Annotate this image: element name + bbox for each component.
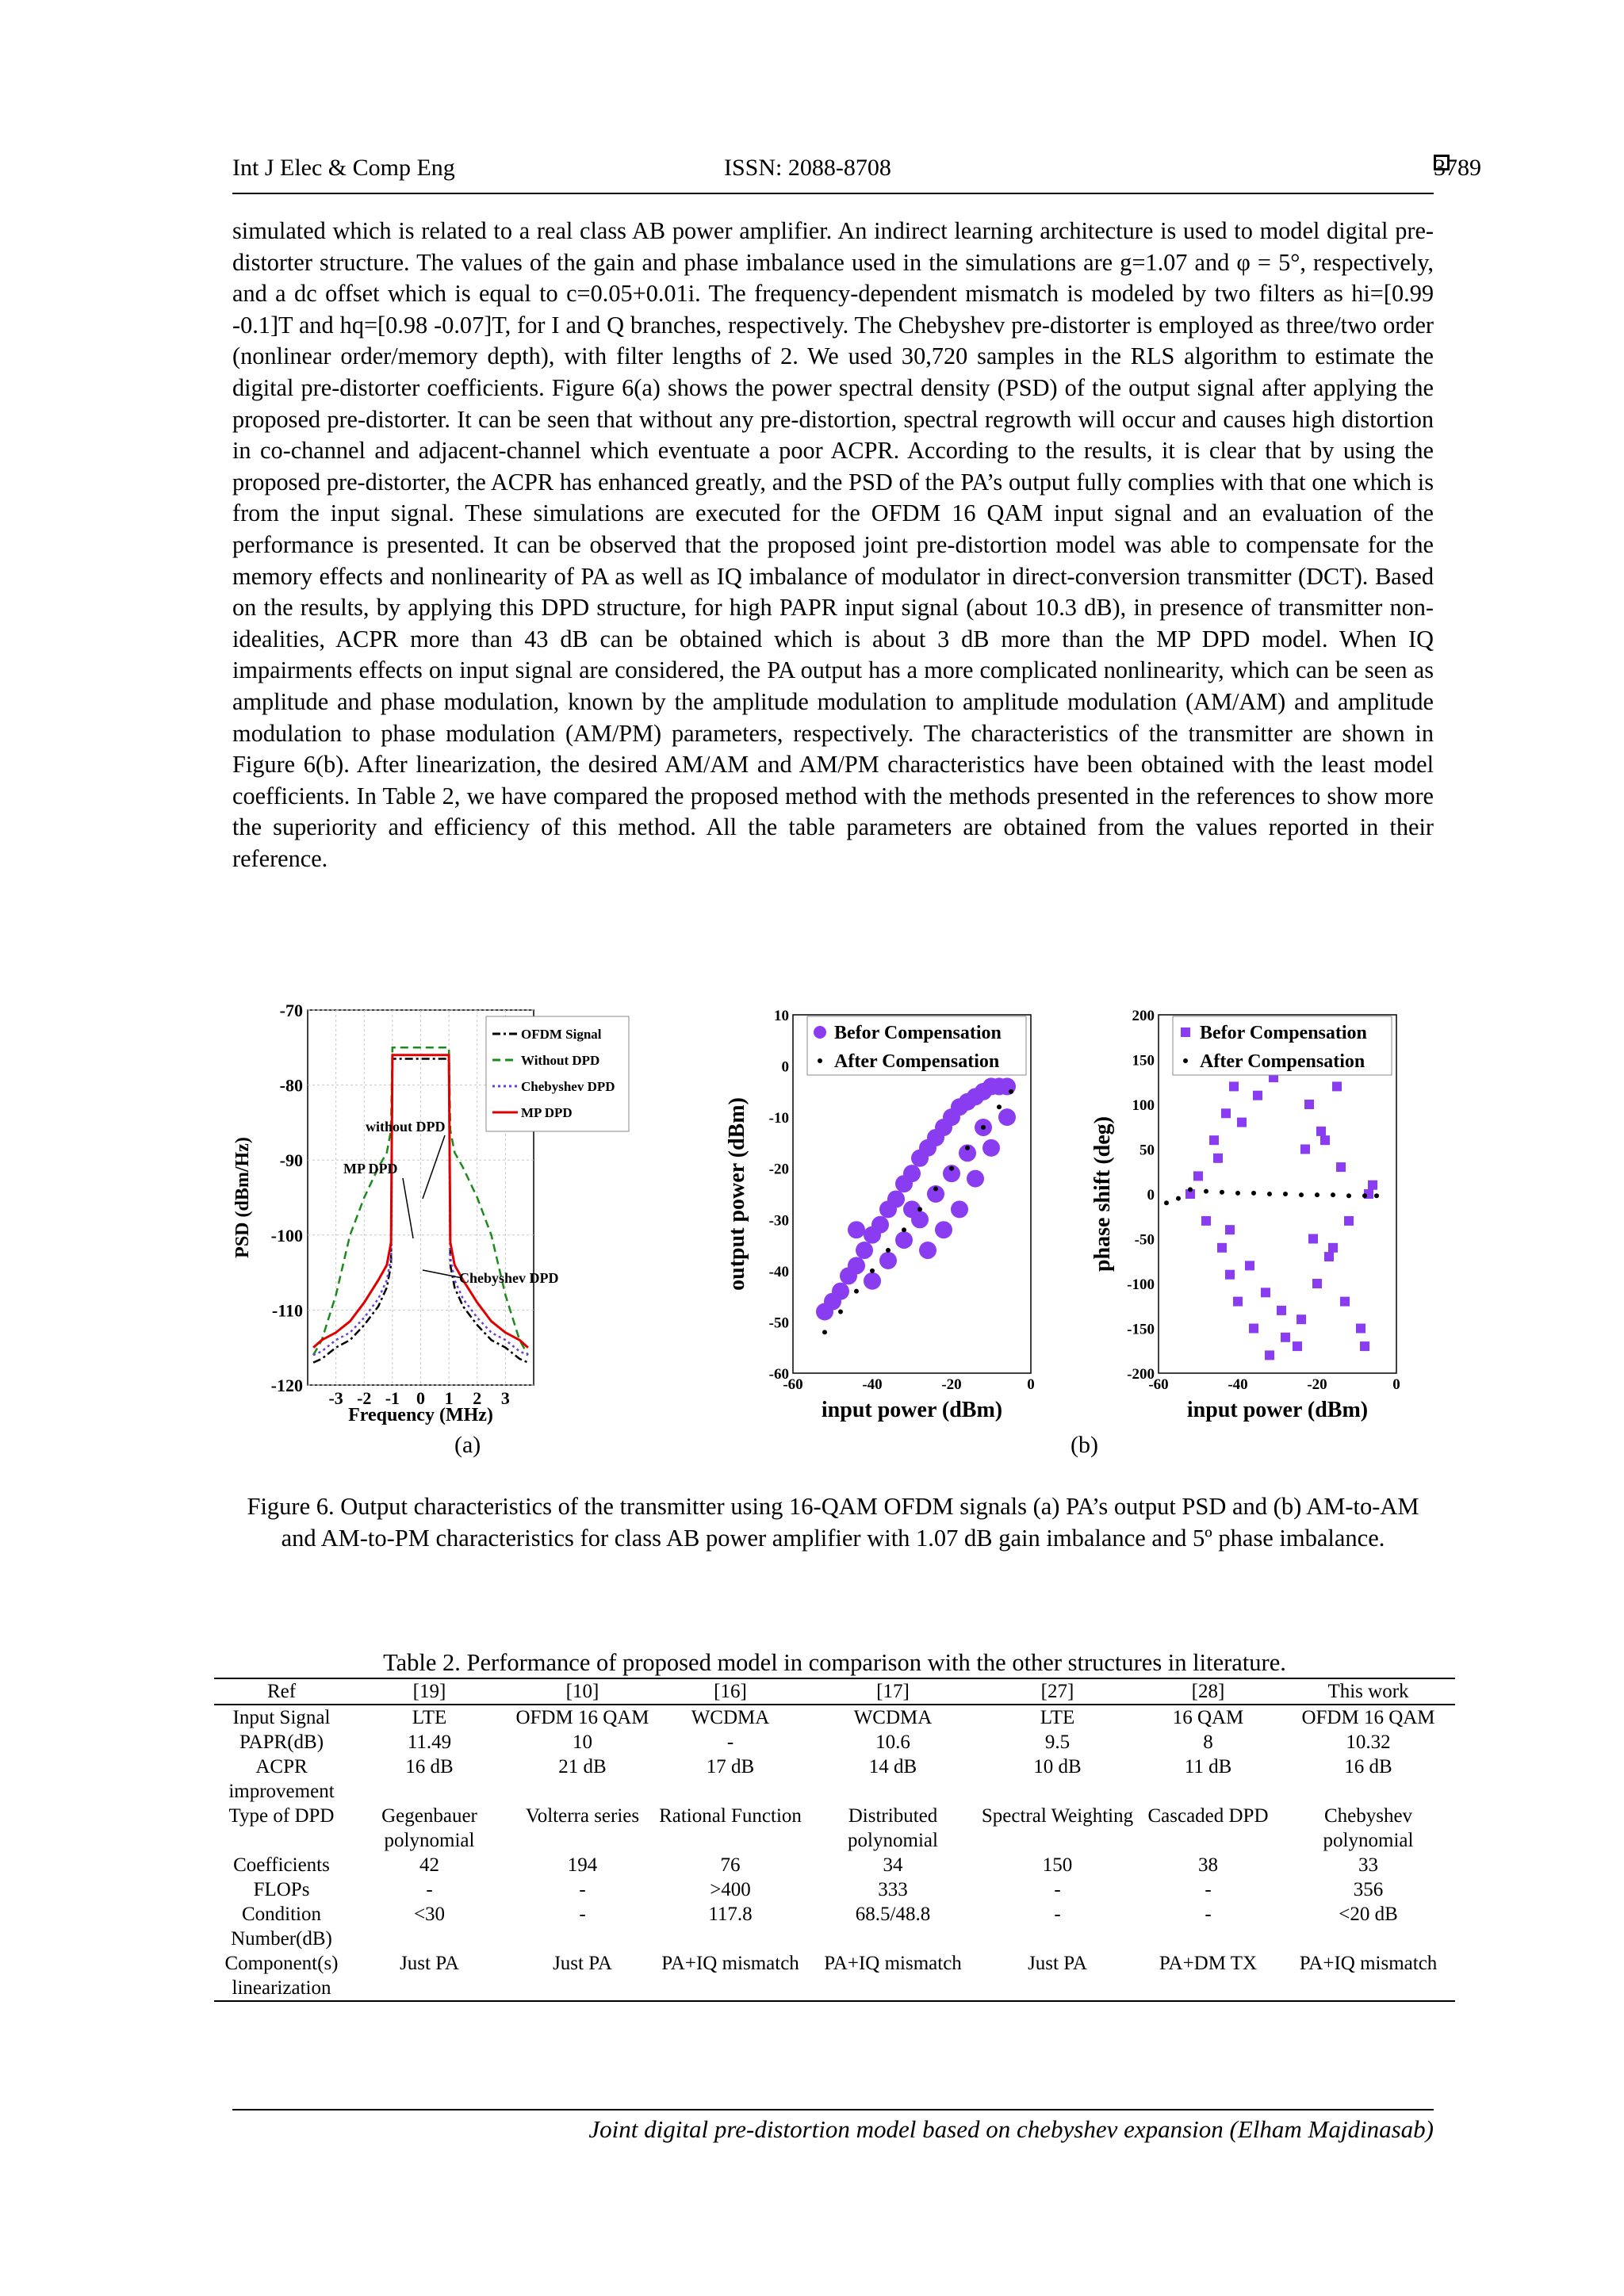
psd-x-tick-label: 3 <box>500 1388 510 1408</box>
table-cell: WCDMA <box>853 1707 933 1728</box>
table-header-cell: Ref <box>266 1681 297 1702</box>
table-header-cell: This work <box>1327 1681 1409 1702</box>
amam-point <box>886 1248 891 1253</box>
amam-y-tick-label: 0 <box>781 1058 789 1076</box>
amam-point <box>933 1187 938 1192</box>
table-header-cell: [17] <box>876 1681 910 1702</box>
table-cell: OFDM 16 QAM <box>515 1707 649 1728</box>
ampm-legend-label: After Compensation <box>1200 1051 1365 1072</box>
table-cell: 10.6 <box>875 1732 910 1753</box>
ampm-point <box>1245 1261 1254 1270</box>
table-cell: WCDMA <box>691 1707 770 1728</box>
header-rule <box>232 193 1434 194</box>
psd-y-tick-label: -100 <box>270 1225 303 1246</box>
table-title: Table 2. Performance of proposed model in comparison with the other structures in literature. <box>383 1649 1286 1676</box>
psd-legend-label: MP DPD <box>521 1105 573 1120</box>
table-cell: <20 dB <box>1339 1904 1398 1925</box>
psd-y-tick-label: -120 <box>270 1376 303 1395</box>
psd-y-axis-label: PSD (dBm/Hz) <box>232 1137 253 1258</box>
ampm-point <box>1283 1192 1288 1196</box>
ampm-point <box>1176 1196 1181 1201</box>
table-cell: OFDM 16 QAM <box>1301 1707 1435 1728</box>
table-cell: LTE <box>1040 1707 1075 1728</box>
table-cell: - <box>579 1879 586 1900</box>
amam-point <box>832 1283 849 1300</box>
page-number: 3789 <box>1434 155 1481 181</box>
ampm-point <box>1217 1243 1227 1253</box>
ampm-point <box>1188 1187 1193 1192</box>
table-cell: Spectral Weighting <box>981 1805 1134 1827</box>
table-cell: Cascaded DPD <box>1147 1805 1269 1827</box>
table-cell: 356 <box>1353 1879 1384 1900</box>
table-cell: - <box>426 1879 433 1900</box>
table-cell: PA+DM TX <box>1159 1953 1258 1974</box>
amam-x-axis-label: input power (dBm) <box>821 1398 1003 1422</box>
ampm-y-tick-label: 50 <box>1139 1142 1155 1159</box>
ampm-point <box>1346 1193 1351 1198</box>
amam-point <box>949 1166 954 1171</box>
ampm-legend-swatch <box>1183 1058 1188 1063</box>
table-cell: Just PA <box>1028 1953 1087 1974</box>
ampm-point <box>1332 1081 1342 1091</box>
table-cell: Distributed polynomial <box>848 1805 938 1851</box>
table-header-cell: [19] <box>412 1681 446 1702</box>
body-text: simulated which is related to a real class AB power amplifier. An indirect learning architecture is used to model digital pre-distorter structure. The values of the gain and phase imbalance used in the simulations are g=1.07 and φ = 5°, respectively, and a dc offset which is equal to c=0.05+0.01i. The frequency-dependent mismatch is modeled by two filters as hi=[0.99 -0.1]T and hq=[0.98 -0.07]T, for I and Q branches, respectively. The Chebyshev pre-distorter is employed as three/two order (nonlinear order/memory depth), with filter lengths of 2. We used 30,720 samples in the RLS algorithm to estimate the digital pre-distorter coefficients. Figure 6(a) shows the power spectral density (PSD) of the output signal after applying the proposed pre-distorter. It can be seen that without any pre-distortion, spectral regrowth will occur and causes high distortion in co-channel and adjacent-channel which eventuate a poor ACPR. According to the results, it is clear that by using the proposed pre-distorter, the ACPR has enhanced greatly, and the PSD of the PA’s output fully complies with that one which is from the input signal. These simulations are executed for the OFDM 16 QAM input signal and an evaluation of the performance is presented. It can be observed that the proposed joint pre-distortion model was able to compensate for the memory effects and nonlinearity of PA as well as IQ imbalance of modulator in direct-conversion transmitter (DCT). Based on the results, by applying this DPD structure, for high PAPR input signal (about 10.3 dB), in presence of transmitter non-idealities, ACPR more than 43 dB can be obtained which is about 3 dB more than the MP DPD model. When IQ impairments effects on input signal are considered, the PA output has a more complicated nonlinearity, which can be seen as amplitude and phase modulation, known by the amplitude modulation to amplitude modulation (AM/AM) and amplitude modulation to phase modulation (AM/PM) parameters, respectively. The characteristics of the transmitter are shown in Figure 6(b). After linearization, the desired AM/AM and AM/PM characteristics have been obtained with the least model coefficients. In Table 2, we have compared the proposed method with the methods presented in the references to show more the superiority and efficiency of this method. All the table parameters are obtained from the values reported in their reference. <box>232 217 1434 872</box>
table-header-cell: [27] <box>1040 1681 1074 1702</box>
ampm-point <box>1316 1127 1326 1136</box>
ampm-point <box>1235 1191 1240 1196</box>
amam-point <box>856 1242 873 1259</box>
psd-x-tick-label: -3 <box>328 1388 343 1408</box>
amam-y-tick-label: -20 <box>768 1161 789 1178</box>
amam-x-tick-label: -40 <box>862 1376 883 1393</box>
amam-legend-label: Befor Compensation <box>834 1023 1002 1043</box>
ampm-point <box>1251 1191 1256 1196</box>
ampm-point <box>1293 1341 1302 1351</box>
table-cell: PA+IQ mismatch <box>824 1953 962 1974</box>
table-header-row <box>214 1678 1455 1705</box>
ampm-y-tick-label: -150 <box>1127 1321 1155 1338</box>
ampm-point <box>1253 1091 1262 1100</box>
performance-table <box>214 1678 1455 2002</box>
table-row-label: Type of DPD <box>228 1805 335 1827</box>
ampm-x-tick-label: -60 <box>1148 1376 1169 1393</box>
ampm-point <box>1193 1171 1203 1181</box>
ampm-point <box>1360 1341 1369 1351</box>
table-cell: PA+IQ mismatch <box>661 1953 799 1974</box>
amam-point <box>919 1242 936 1259</box>
table-cell: 9.5 <box>1044 1732 1071 1753</box>
table-row-label: FLOPs <box>253 1879 310 1900</box>
amam-point <box>871 1216 889 1234</box>
ampm-point <box>1336 1162 1346 1172</box>
psd-x-tick-label: 0 <box>416 1388 425 1408</box>
amam-point <box>848 1221 865 1238</box>
table-cell: 10 dB <box>1033 1756 1082 1777</box>
table-cell: 8 <box>1203 1732 1213 1753</box>
table-row-label: Component(s) linearization <box>224 1953 339 1999</box>
ampm-point <box>1304 1100 1314 1109</box>
amam-x-tick-label: 0 <box>1027 1376 1035 1393</box>
table-cell: Rational Function <box>659 1805 802 1827</box>
figure-label-a: (a) <box>454 1432 481 1458</box>
table-cell: 68.5/48.8 <box>855 1904 931 1925</box>
amam-point <box>935 1221 952 1238</box>
amam-point <box>838 1310 843 1314</box>
amam-y-tick-label: -60 <box>768 1366 789 1383</box>
amam-point <box>895 1231 913 1249</box>
psd-annotation: Chebyshev DPD <box>459 1270 559 1286</box>
table-header-cell: [10] <box>565 1681 599 1702</box>
psd-legend-label: Chebyshev DPD <box>521 1079 615 1094</box>
table-cell: >400 <box>710 1879 751 1900</box>
table-cell: <30 <box>413 1904 446 1925</box>
table-cell: 10 <box>573 1732 592 1753</box>
ampm-point <box>1233 1297 1243 1307</box>
amam-x-tick-label: -20 <box>941 1376 962 1393</box>
footer-rule <box>232 2109 1434 2110</box>
figure-6 <box>232 1001 1434 1468</box>
table-cell: - <box>726 1732 734 1753</box>
table-row <box>214 1730 1455 1755</box>
amam-point <box>951 1200 968 1218</box>
amam-point <box>879 1252 897 1269</box>
amam-point <box>902 1227 906 1232</box>
amam-point <box>822 1330 827 1334</box>
ampm-point <box>1201 1216 1211 1226</box>
ampm-y-tick-label: -100 <box>1127 1276 1155 1293</box>
table-cell: LTE <box>412 1707 447 1728</box>
table-row <box>214 1804 1455 1853</box>
amam-legend-swatch <box>814 1026 826 1039</box>
amam-point <box>864 1272 881 1290</box>
table-row-label: Condition Number(dB) <box>231 1904 332 1950</box>
table-header-cell: [16] <box>714 1681 747 1702</box>
psd-x-axis-label: Frequency (MHz) <box>348 1405 493 1425</box>
ampm-point <box>1213 1154 1223 1163</box>
ampm-point <box>1267 1192 1272 1196</box>
ampm-point <box>1362 1193 1367 1198</box>
psd-legend-label: OFDM Signal <box>521 1027 602 1042</box>
amam-point <box>854 1289 859 1294</box>
ampm-y-tick-label: -50 <box>1134 1231 1155 1249</box>
table-cell: 17 dB <box>706 1756 755 1777</box>
amam-point <box>848 1257 865 1274</box>
amam-point <box>917 1207 922 1211</box>
amam-y-tick-label: -10 <box>768 1110 789 1127</box>
ampm-point <box>1315 1192 1320 1197</box>
table-cell: 38 <box>1198 1854 1218 1876</box>
table-cell: - <box>1054 1879 1061 1900</box>
amam-y-tick-label: 10 <box>774 1008 789 1024</box>
ampm-x-tick-label: 0 <box>1392 1376 1400 1393</box>
ampm-x-tick-label: -20 <box>1307 1376 1327 1393</box>
table-cell: 16 QAM <box>1172 1707 1244 1728</box>
table-cell: 14 dB <box>868 1756 917 1777</box>
table-cell: 11 dB <box>1184 1756 1232 1777</box>
table-row <box>214 1951 1455 2001</box>
amam-legend-swatch <box>818 1058 822 1063</box>
amam-y-tick-label: -50 <box>768 1314 789 1332</box>
ampm-point <box>1229 1081 1239 1091</box>
table-cell: - <box>1054 1904 1061 1925</box>
table-cell: PA+IQ mismatch <box>1299 1953 1438 1974</box>
table-cell: 16 dB <box>405 1756 454 1777</box>
ampm-point <box>1249 1324 1258 1334</box>
ampm-point <box>1261 1288 1270 1297</box>
amam-y-tick-label: -40 <box>768 1263 789 1280</box>
ampm-point <box>1204 1189 1208 1194</box>
ampm-point <box>1356 1324 1365 1334</box>
amam-point <box>981 1125 986 1130</box>
table-row <box>214 1902 1455 1951</box>
ampm-point <box>1299 1192 1304 1197</box>
ampm-point <box>1324 1252 1334 1261</box>
journal-name: Int J Elec & Comp Eng <box>232 155 455 181</box>
ampm-y-tick-label: 200 <box>1132 1008 1155 1024</box>
table-cell: - <box>579 1904 586 1925</box>
psd-x-tick-label: -1 <box>385 1388 400 1408</box>
table-row <box>214 1755 1455 1804</box>
table-cell: 76 <box>720 1854 741 1876</box>
amam-point <box>967 1170 984 1188</box>
ampm-point <box>1265 1350 1274 1360</box>
ampm-point <box>1340 1297 1350 1307</box>
ampm-point <box>1225 1270 1235 1280</box>
amam-point <box>998 1108 1016 1126</box>
ampm-point <box>1221 1108 1231 1118</box>
psd-legend-label: Without DPD <box>521 1053 600 1068</box>
ampm-point <box>1164 1200 1169 1205</box>
ampm-point <box>1374 1193 1379 1198</box>
ampm-point <box>1209 1135 1219 1145</box>
table-row-label: Coefficients <box>233 1854 330 1876</box>
ampm-point <box>1237 1118 1247 1127</box>
table-cell: 150 <box>1042 1854 1073 1876</box>
table-cell: 34 <box>883 1854 903 1876</box>
table-cell: 42 <box>419 1854 439 1876</box>
figure-label-b: (b) <box>1071 1432 1098 1458</box>
amam-point <box>870 1269 875 1273</box>
ampm-x-tick-label: -40 <box>1228 1376 1248 1393</box>
ampm-point <box>1331 1192 1335 1197</box>
ampm-point <box>1277 1306 1286 1315</box>
ampm-point <box>1320 1135 1330 1145</box>
table-cell: Just PA <box>400 1953 459 1974</box>
ampm-legend-swatch <box>1181 1027 1190 1037</box>
figure-6-charts <box>232 1001 1434 1468</box>
ampm-point <box>1225 1225 1235 1234</box>
table-cell: 11.49 <box>407 1732 452 1753</box>
amam-legend-label: After Compensation <box>834 1051 1000 1072</box>
ampm-y-axis-label: phase shift (deg) <box>1090 1115 1115 1272</box>
amam-y-axis-label: output power (dBm) <box>725 1097 749 1291</box>
footer-text: Joint digital pre-distortion model based on chebyshev expansion (Elham Majdinasab) <box>588 2115 1434 2143</box>
amam-y-tick-label: -30 <box>768 1212 789 1230</box>
table-row-label: PAPR(dB) <box>239 1732 324 1753</box>
table-row <box>214 1705 1455 1730</box>
ampm-point <box>1308 1234 1318 1244</box>
amam-point <box>997 1104 1002 1109</box>
psd-x-tick-label: 2 <box>473 1388 482 1408</box>
amam-x-tick-label: -60 <box>783 1376 803 1393</box>
table-cell: - <box>1205 1879 1212 1900</box>
table-row-label: ACPR improvement <box>228 1756 335 1802</box>
psd-y-tick-label: -110 <box>271 1300 303 1321</box>
ampm-x-axis-label: input power (dBm) <box>1186 1398 1369 1422</box>
amam-point <box>1009 1089 1013 1094</box>
table-cell: Just PA <box>553 1953 612 1974</box>
table-cell: Gegenbauer polynomial <box>381 1805 477 1851</box>
table-cell: 10.32 <box>1346 1732 1391 1753</box>
psd-x-tick-label: -2 <box>357 1388 372 1408</box>
table-cell: 33 <box>1358 1854 1378 1876</box>
table-cell: - <box>1205 1904 1212 1925</box>
ampm-point <box>1328 1243 1338 1253</box>
table-cell: 194 <box>567 1854 598 1876</box>
psd-y-tick-label: -90 <box>279 1150 303 1171</box>
amam-point <box>903 1165 921 1182</box>
ampm-point <box>1300 1145 1310 1154</box>
issn: ISSN: 2088-8708 <box>724 155 891 181</box>
table-cell: Chebyshev polynomial <box>1323 1805 1414 1851</box>
ampm-y-tick-label: -200 <box>1127 1366 1155 1383</box>
amam-point <box>965 1146 970 1150</box>
amam-point <box>982 1139 1000 1157</box>
table-cell: 333 <box>878 1879 908 1900</box>
body-paragraph <box>232 216 1434 874</box>
ampm-point <box>1220 1190 1224 1195</box>
psd-y-tick-label: -70 <box>279 1001 303 1020</box>
ampm-point <box>1368 1181 1377 1190</box>
ampm-point <box>1312 1279 1322 1288</box>
ampm-y-tick-label: 0 <box>1147 1187 1155 1203</box>
ampm-y-tick-label: 100 <box>1132 1097 1155 1114</box>
psd-annotation: without DPD <box>366 1119 446 1135</box>
table-row <box>214 1853 1455 1877</box>
table-cell: Volterra series <box>525 1805 640 1827</box>
table-cell: 117.8 <box>708 1904 753 1925</box>
psd-y-tick-label: -80 <box>279 1075 303 1096</box>
table-row-label: Input Signal <box>232 1707 331 1728</box>
ampm-point <box>1297 1314 1306 1324</box>
ampm-point <box>1281 1333 1290 1342</box>
table-header-cell: [28] <box>1191 1681 1225 1702</box>
table-cell: 16 dB <box>1344 1756 1392 1777</box>
figure-caption: Figure 6. Output characteristics of the transmitter using 16-QAM OFDM signals (a) PA’s output PSD and (b) AM-to-AM and AM-to-PM characteristics for class AB power amplifier with 1.07 dB gain imbalance and 5º phase imbalance. <box>247 1493 1419 1552</box>
ampm-y-tick-label: 150 <box>1132 1052 1155 1070</box>
amam-point <box>887 1190 905 1207</box>
running-header <box>232 155 1481 191</box>
ampm-point <box>1344 1216 1354 1226</box>
ampm-legend-label: Befor Compensation <box>1200 1023 1367 1043</box>
psd-annotation: MP DPD <box>343 1161 398 1177</box>
table-cell: 21 dB <box>558 1756 607 1777</box>
psd-x-tick-label: 1 <box>444 1388 454 1408</box>
table-row <box>214 1877 1455 1902</box>
